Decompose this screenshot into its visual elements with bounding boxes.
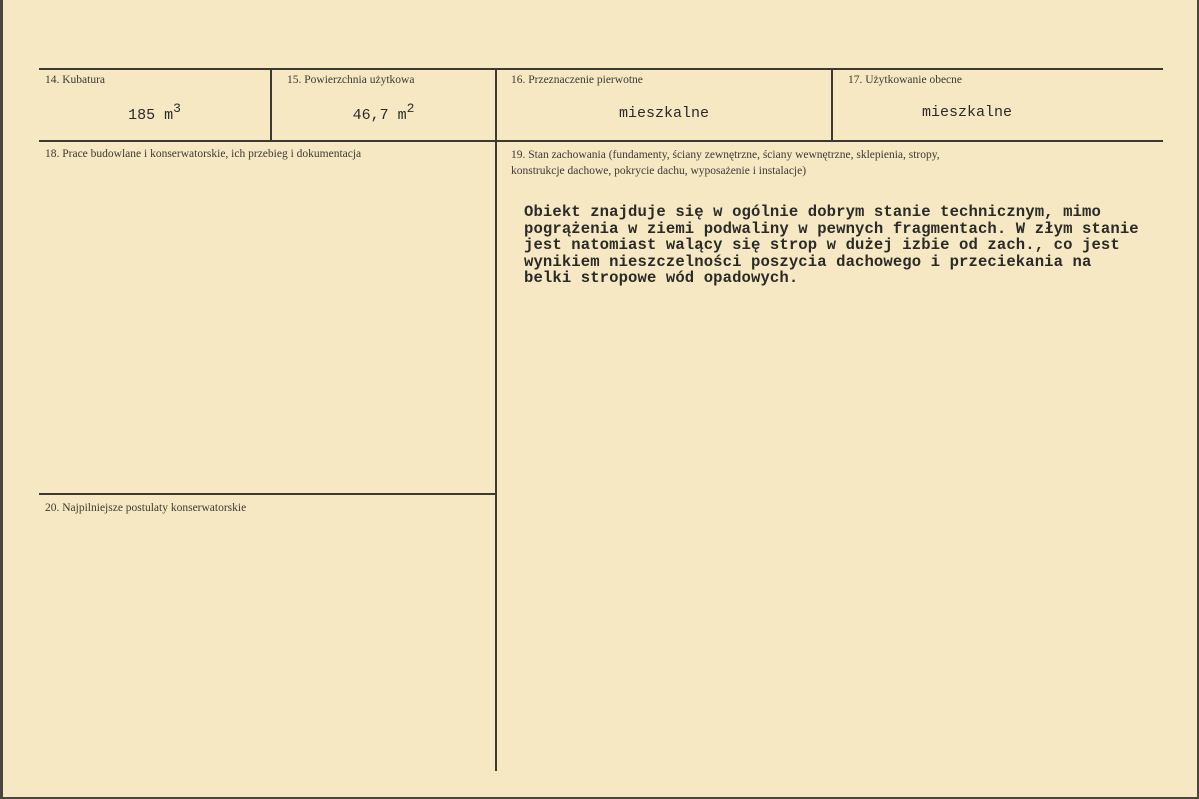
field-19-label-line-1: 19. Stan zachowania (fundamenty, ściany zewnętrzne, ściany wewnętrzne, sklepienia, stropy, [511,149,940,161]
header-row-rule [39,140,1163,142]
description-line: belki stropowe wód opadowych. [524,269,799,288]
description-line: wynikiem nieszczelności poszycia dachowego i przeciekania na [524,252,1092,271]
field-19-label-line-2: konstrukcje dachowe, pokrycie dachu, wyposażenie i instalacje) [511,165,807,177]
kubatura-value: 185 m [128,107,174,124]
field-17-value: mieszkalne [921,104,1012,121]
divider-15-16 [495,68,497,771]
field-14-label: 14. Kubatura [45,74,106,86]
description-line: pogrążenia w ziemi podwaliny w pewnych fragmentach. W złym stanie [524,219,1139,238]
section-18-20-divider [39,493,495,495]
description-line: Obiekt znajduje się w ogólnie dobrym stanie technicznym, mimo [524,203,1101,221]
top-rule [39,68,1163,70]
area-exponent: 2 [406,101,415,116]
field-20-label: 20. Najpilniejsze postulaty konserwatorskie [45,502,247,514]
field-18-label: 18. Prace budowlane i konserwatorskie, ich przebieg i dokumentacja [45,148,362,160]
area-value: 46,7 m [352,107,407,124]
description-line: jest natomiast walący się strop w dużej izbie od zach., co jest [524,236,1120,255]
field-16-label: 16. Przeznaczenie pierwotne [511,74,643,86]
field-15-label: 15. Powierzchnia użytkowa [287,74,415,86]
field-16-value: mieszkalne [618,105,709,122]
field-14-value [39,101,270,124]
kubatura-exponent: 3 [173,101,181,116]
field-15-value [272,101,495,124]
field-19-description [524,204,1139,287]
field-17-label: 17. Użytkowanie obecne [848,74,963,86]
